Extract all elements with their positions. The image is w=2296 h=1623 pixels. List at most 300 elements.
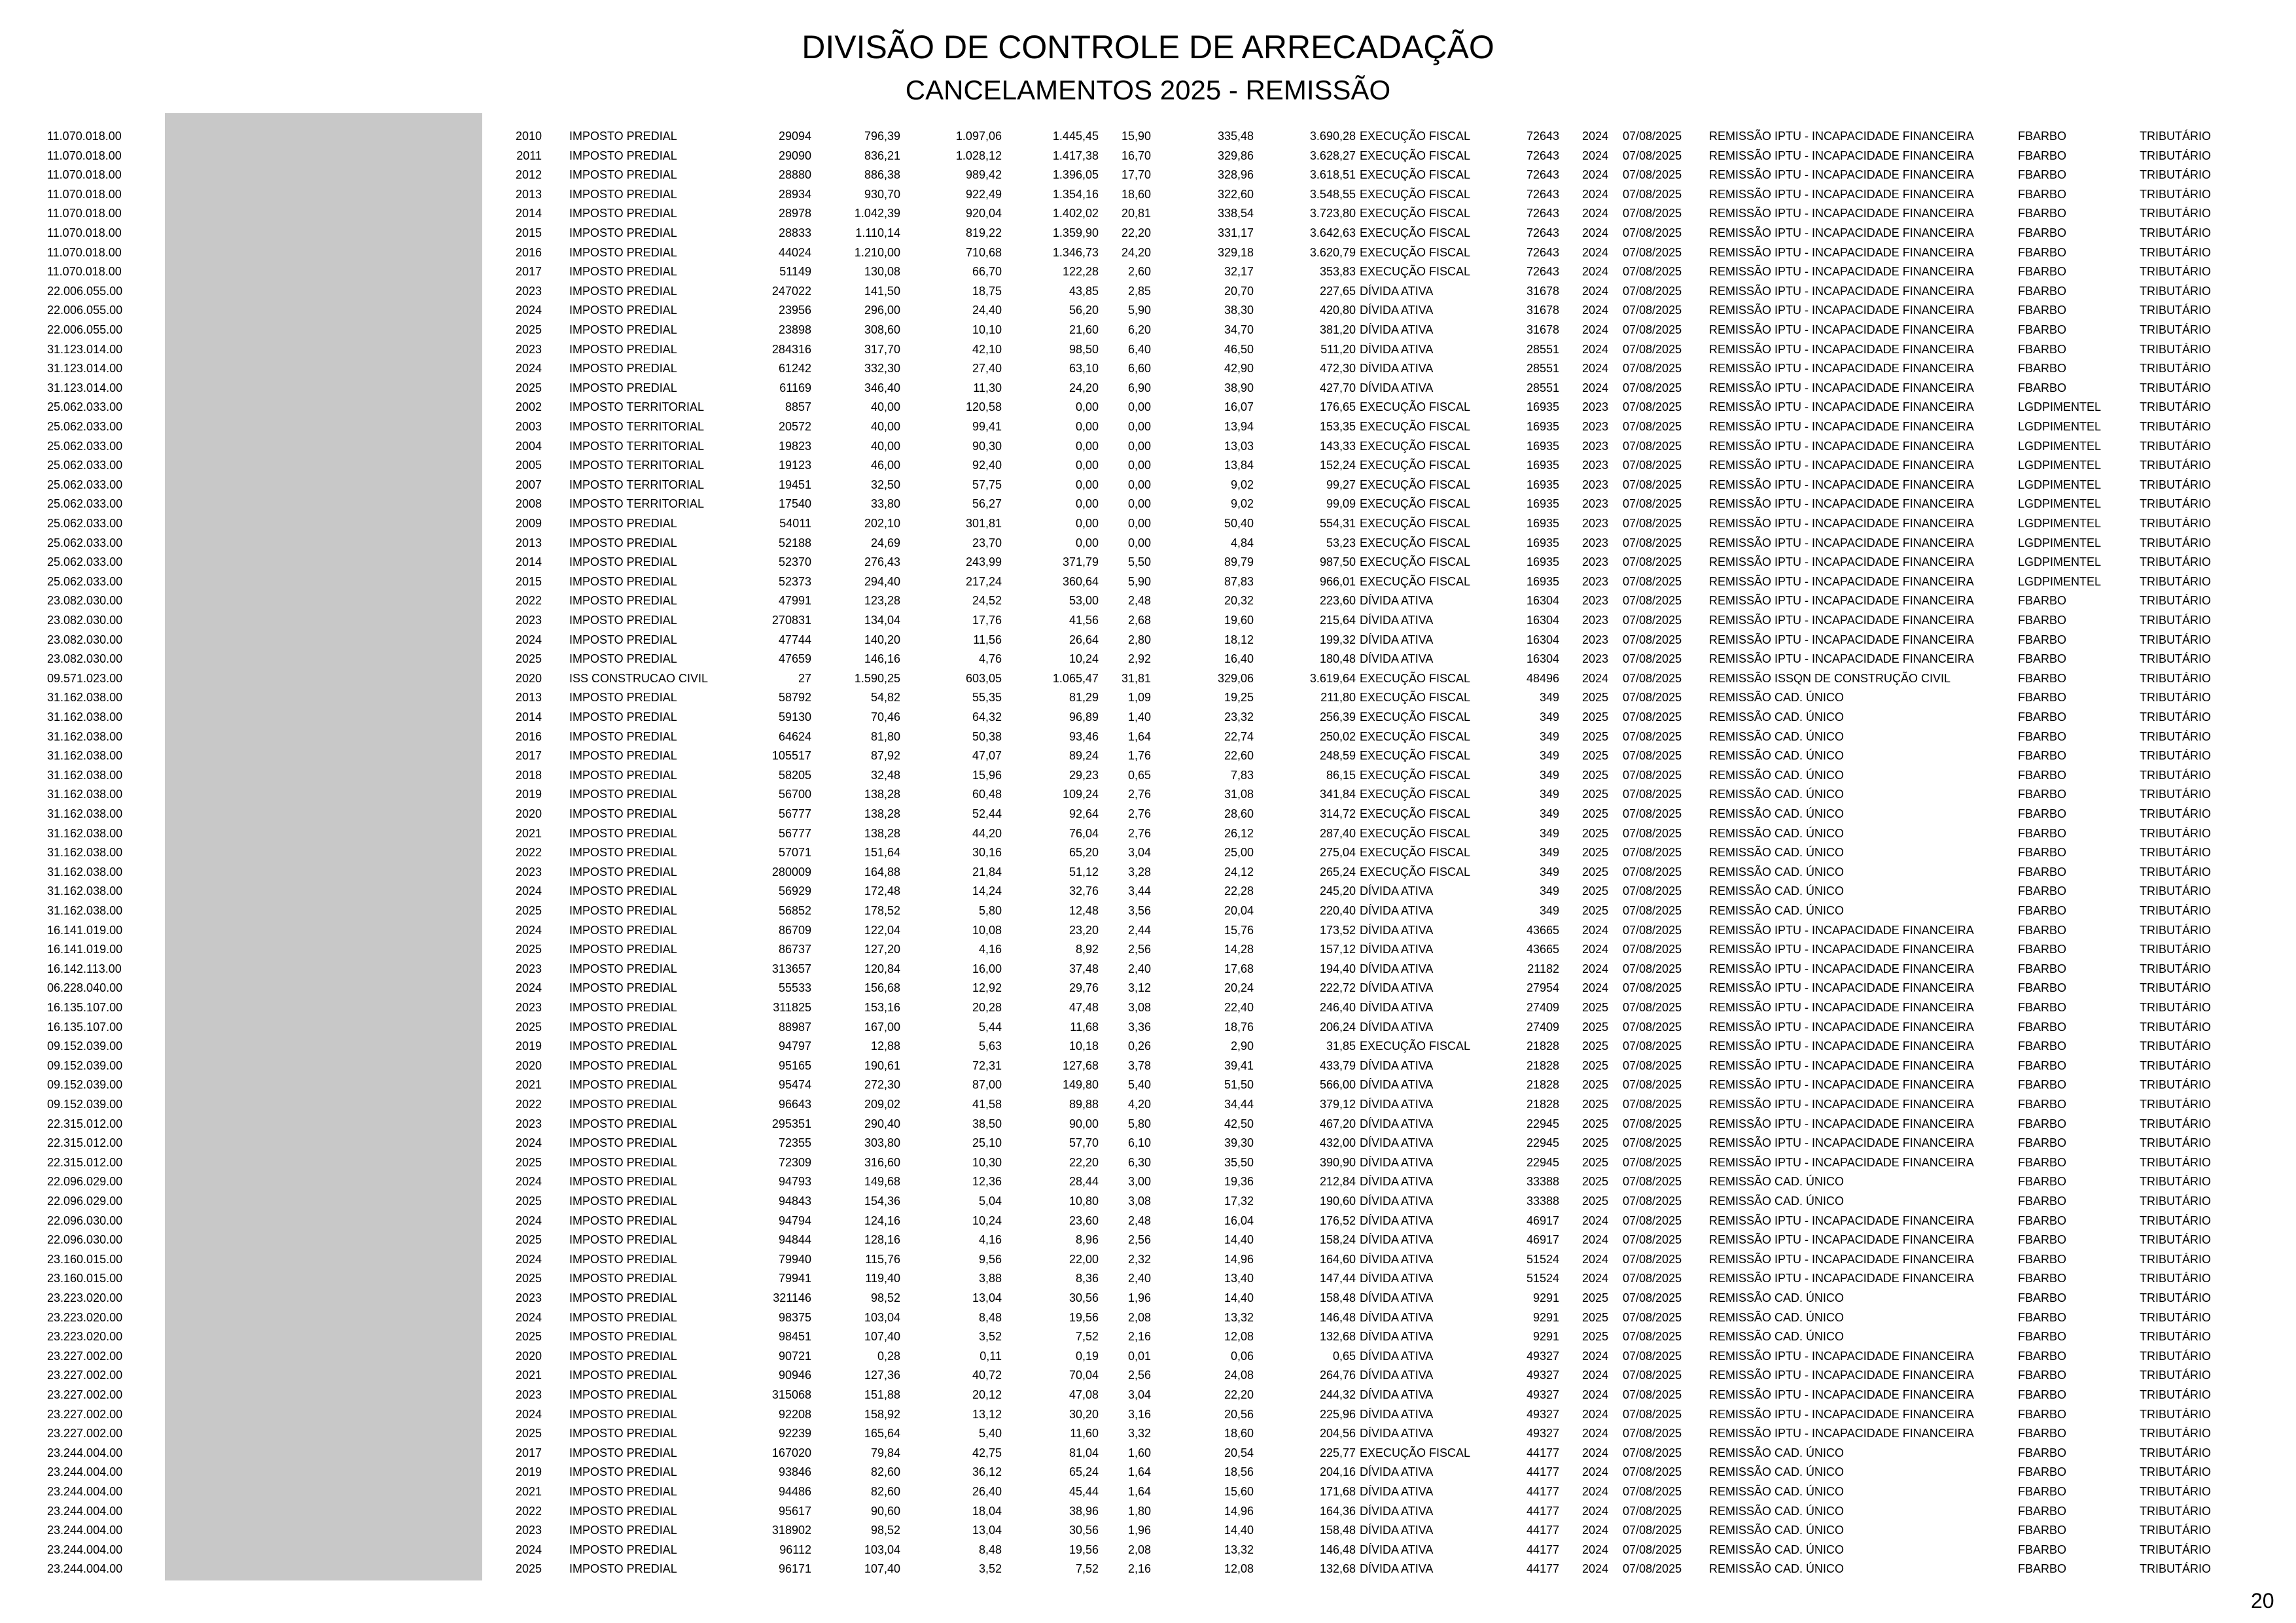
fine-cell: 29,23 [1069, 768, 1099, 782]
date-cell: 07/08/2025 [1623, 304, 1682, 317]
fine-cell: 96,89 [1069, 710, 1099, 724]
table-row [0, 650, 2296, 669]
tax-value-cell: 276,43 [864, 555, 900, 569]
launch-number-cell: 318902 [771, 1524, 811, 1537]
tax-type-cell: IMPOSTO PREDIAL [569, 1175, 677, 1189]
fine-cell: 371,79 [1062, 555, 1099, 569]
total-cell: 176,52 [1319, 1213, 1356, 1227]
fees-cell: 18,60 [1224, 1427, 1254, 1440]
inscription-cell: 25.062.033.00 [47, 439, 123, 453]
table-row [0, 708, 2296, 727]
launch-number-cell: 95617 [778, 1504, 811, 1518]
department-cell: TRIBUTÁRIO [2140, 807, 2212, 820]
date-cell: 07/08/2025 [1623, 478, 1682, 491]
fees-cell: 26,12 [1224, 826, 1254, 840]
interest-cell: 24,52 [972, 594, 1002, 608]
tax-type-cell: IMPOSTO PREDIAL [569, 1233, 677, 1247]
user-cell: FBARBO [2018, 1543, 2067, 1556]
fees-cell: 12,08 [1224, 1562, 1254, 1576]
user-cell: LGDPIMENTEL [2018, 400, 2102, 414]
process-year-cell: 2025 [1581, 1039, 1608, 1053]
date-cell: 07/08/2025 [1623, 652, 1682, 666]
process-year-cell: 2023 [1581, 478, 1608, 491]
inscription-cell: 22.315.012.00 [47, 1136, 123, 1150]
process-number-cell: 43665 [1526, 923, 1559, 937]
status-cell: DÍVIDA ATIVA [1360, 1562, 1434, 1576]
table-row [0, 1115, 2296, 1134]
inscription-cell: 23.227.002.00 [47, 1388, 123, 1401]
department-cell: TRIBUTÁRIO [2140, 245, 2212, 259]
inscription-cell: 22.315.012.00 [47, 1155, 123, 1169]
inscription-cell: 22.096.030.00 [47, 1213, 123, 1227]
process-number-cell: 21182 [1527, 962, 1559, 975]
correction-cell: 4,20 [1127, 1098, 1151, 1111]
fine-cell: 0,00 [1075, 439, 1099, 453]
process-year-cell: 2024 [1581, 265, 1608, 279]
correction-cell: 6,60 [1127, 362, 1151, 375]
user-cell: FBARBO [2018, 1446, 2067, 1459]
process-number-cell: 44177 [1526, 1465, 1559, 1479]
process-number-cell: 28551 [1526, 362, 1559, 375]
total-cell: 225,77 [1319, 1446, 1356, 1459]
year-cell: 2025 [515, 1195, 542, 1208]
interest-cell: 4,16 [978, 1233, 1002, 1247]
fees-cell: 20,56 [1224, 1407, 1254, 1421]
total-cell: 158,48 [1319, 1524, 1356, 1537]
total-cell: 467,20 [1319, 1117, 1356, 1130]
inscription-cell: 25.062.033.00 [47, 420, 123, 433]
department-cell: TRIBUTÁRIO [2140, 342, 2212, 356]
tax-value-cell: 122,04 [864, 923, 900, 937]
fees-cell: 38,30 [1224, 304, 1254, 317]
reason-cell: REMISSÃO CAD. ÚNICO [1709, 749, 1845, 763]
inscription-cell: 23.082.030.00 [47, 614, 123, 627]
date-cell: 07/08/2025 [1623, 459, 1682, 472]
tax-type-cell: IMPOSTO TERRITORIAL [569, 459, 705, 472]
total-cell: 256,39 [1319, 710, 1356, 724]
total-cell: 427,70 [1319, 381, 1356, 394]
user-cell: FBARBO [2018, 1195, 2067, 1208]
inscription-cell: 31.123.014.00 [47, 342, 123, 356]
fine-cell: 8,36 [1075, 1272, 1099, 1285]
year-cell: 2022 [515, 1098, 542, 1111]
interest-cell: 72,31 [972, 1058, 1002, 1072]
total-cell: 472,30 [1319, 362, 1356, 375]
correction-cell: 2,76 [1127, 826, 1151, 840]
total-cell: 3.619,64 [1309, 671, 1356, 685]
interest-cell: 12,92 [972, 981, 1002, 995]
date-cell: 07/08/2025 [1623, 1020, 1682, 1034]
date-cell: 07/08/2025 [1623, 749, 1682, 763]
tax-type-cell: IMPOSTO PREDIAL [569, 710, 677, 724]
tax-type-cell: IMPOSTO PREDIAL [569, 1001, 677, 1014]
date-cell: 07/08/2025 [1623, 1175, 1682, 1189]
year-cell: 2025 [515, 1020, 542, 1034]
tax-value-cell: 172,48 [864, 884, 900, 898]
inscription-cell: 23.160.015.00 [47, 1272, 123, 1285]
process-number-cell: 49327 [1526, 1388, 1559, 1401]
user-cell: FBARBO [2018, 226, 2067, 239]
interest-cell: 15,96 [972, 768, 1002, 782]
fees-cell: 22,60 [1224, 749, 1254, 763]
year-cell: 2019 [515, 1465, 542, 1479]
inscription-cell: 09.152.039.00 [47, 1058, 123, 1072]
tax-type-cell: IMPOSTO PREDIAL [569, 574, 677, 588]
process-number-cell: 349 [1539, 904, 1559, 917]
inscription-cell: 09.152.039.00 [47, 1078, 123, 1092]
interest-cell: 56,27 [972, 497, 1002, 511]
year-cell: 2021 [515, 1485, 542, 1498]
tax-type-cell: IMPOSTO PREDIAL [569, 362, 677, 375]
table-row [0, 359, 2296, 379]
table-row [0, 166, 2296, 185]
department-cell: TRIBUTÁRIO [2140, 691, 2212, 705]
process-year-cell: 2025 [1581, 1155, 1608, 1169]
tax-value-cell: 134,04 [864, 614, 900, 627]
status-cell: EXECUÇÃO FISCAL [1360, 130, 1471, 143]
process-year-cell: 2023 [1581, 652, 1608, 666]
inscription-cell: 25.062.033.00 [47, 497, 123, 511]
tax-type-cell: IMPOSTO PREDIAL [569, 1407, 677, 1421]
tax-value-cell: 332,30 [864, 362, 900, 375]
status-cell: DÍVIDA ATIVA [1360, 1195, 1434, 1208]
launch-number-cell: 29090 [778, 148, 811, 162]
fees-cell: 22,28 [1224, 884, 1254, 898]
reason-cell: REMISSÃO IPTU - INCAPACIDADE FINANCEIRA [1709, 652, 1974, 666]
department-cell: TRIBUTÁRIO [2140, 323, 2212, 336]
reason-cell: REMISSÃO CAD. ÚNICO [1709, 710, 1845, 724]
date-cell: 07/08/2025 [1623, 1058, 1682, 1072]
correction-cell: 15,90 [1121, 130, 1151, 143]
launch-number-cell: 56700 [778, 788, 811, 801]
process-number-cell: 22945 [1526, 1136, 1559, 1150]
tax-value-cell: 290,40 [864, 1117, 900, 1130]
reason-cell: REMISSÃO IPTU - INCAPACIDADE FINANCEIRA [1709, 400, 1974, 414]
department-cell: TRIBUTÁRIO [2140, 633, 2212, 646]
tax-type-cell: IMPOSTO PREDIAL [569, 1465, 677, 1479]
interest-cell: 922,49 [965, 187, 1002, 201]
user-cell: FBARBO [2018, 1039, 2067, 1053]
user-cell: FBARBO [2018, 691, 2067, 705]
launch-number-cell: 23956 [778, 304, 811, 317]
total-cell: 265,24 [1319, 865, 1356, 879]
table-row [0, 1463, 2296, 1482]
status-cell: DÍVIDA ATIVA [1360, 1427, 1434, 1440]
date-cell: 07/08/2025 [1623, 1136, 1682, 1150]
inscription-cell: 22.006.055.00 [47, 323, 123, 336]
fees-cell: 25,00 [1224, 846, 1254, 860]
launch-number-cell: 56852 [778, 904, 811, 917]
table-row [0, 1308, 2296, 1328]
launch-number-cell: 94794 [778, 1213, 811, 1227]
table-row [0, 631, 2296, 650]
status-cell: EXECUÇÃO FISCAL [1360, 400, 1471, 414]
process-number-cell: 349 [1539, 884, 1559, 898]
inscription-cell: 25.062.033.00 [47, 536, 123, 550]
correction-cell: 0,01 [1127, 1349, 1151, 1363]
inscription-cell: 25.062.033.00 [47, 478, 123, 491]
status-cell: DÍVIDA ATIVA [1360, 1485, 1434, 1498]
interest-cell: 920,04 [965, 207, 1002, 220]
inscription-cell: 16.135.107.00 [47, 1001, 123, 1014]
correction-cell: 2,76 [1127, 807, 1151, 820]
correction-cell: 1,40 [1127, 710, 1151, 724]
launch-number-cell: 280009 [771, 865, 811, 879]
total-cell: 250,02 [1319, 729, 1356, 743]
table-row [0, 379, 2296, 398]
status-cell: DÍVIDA ATIVA [1360, 904, 1434, 917]
table-row [0, 1444, 2296, 1463]
launch-number-cell: 56929 [778, 884, 811, 898]
tax-type-cell: IMPOSTO PREDIAL [569, 1310, 677, 1324]
total-cell: 53,23 [1326, 536, 1356, 550]
department-cell: TRIBUTÁRIO [2140, 1369, 2212, 1382]
launch-number-cell: 52373 [778, 574, 811, 588]
user-cell: FBARBO [2018, 614, 2067, 627]
interest-cell: 47,07 [972, 749, 1002, 763]
year-cell: 2005 [515, 459, 542, 472]
tax-type-cell: IMPOSTO PREDIAL [569, 148, 677, 162]
tax-value-cell: 209,02 [864, 1098, 900, 1111]
inscription-cell: 31.162.038.00 [47, 807, 123, 820]
table-row [0, 147, 2296, 166]
date-cell: 07/08/2025 [1623, 1427, 1682, 1440]
status-cell: DÍVIDA ATIVA [1360, 1388, 1434, 1401]
table-row [0, 514, 2296, 534]
process-year-cell: 2025 [1581, 865, 1608, 879]
date-cell: 07/08/2025 [1623, 671, 1682, 685]
total-cell: 176,65 [1319, 400, 1356, 414]
tax-value-cell: 46,00 [870, 459, 900, 472]
inscription-cell: 16.141.019.00 [47, 943, 123, 956]
year-cell: 2023 [515, 1001, 542, 1014]
date-cell: 07/08/2025 [1623, 633, 1682, 646]
correction-cell: 3,56 [1127, 904, 1151, 917]
inscription-cell: 31.162.038.00 [47, 691, 123, 705]
fine-cell: 98,50 [1069, 342, 1099, 356]
department-cell: TRIBUTÁRIO [2140, 420, 2212, 433]
process-year-cell: 2024 [1581, 1504, 1608, 1518]
user-cell: FBARBO [2018, 168, 2067, 182]
launch-number-cell: 315068 [771, 1388, 811, 1401]
status-cell: DÍVIDA ATIVA [1360, 1136, 1434, 1150]
fees-cell: 0,06 [1230, 1349, 1254, 1363]
interest-cell: 20,12 [972, 1388, 1002, 1401]
reason-cell: REMISSÃO IPTU - INCAPACIDADE FINANCEIRA [1709, 981, 1974, 995]
table-row [0, 785, 2296, 805]
correction-cell: 0,00 [1127, 400, 1151, 414]
process-year-cell: 2024 [1581, 1562, 1608, 1576]
correction-cell: 2,68 [1127, 614, 1151, 627]
interest-cell: 5,40 [978, 1427, 1002, 1440]
status-cell: EXECUÇÃO FISCAL [1360, 517, 1471, 530]
fine-cell: 0,00 [1075, 478, 1099, 491]
department-cell: TRIBUTÁRIO [2140, 652, 2212, 666]
user-cell: FBARBO [2018, 1233, 2067, 1247]
total-cell: 99,27 [1326, 478, 1356, 491]
correction-cell: 2,56 [1127, 943, 1151, 956]
interest-cell: 13,12 [972, 1407, 1002, 1421]
year-cell: 2025 [515, 652, 542, 666]
table-row [0, 282, 2296, 302]
reason-cell: REMISSÃO IPTU - INCAPACIDADE FINANCEIRA [1709, 1349, 1974, 1363]
fine-cell: 51,12 [1069, 865, 1099, 879]
department-cell: TRIBUTÁRIO [2140, 1330, 2212, 1344]
process-number-cell: 9291 [1532, 1330, 1559, 1344]
department-cell: TRIBUTÁRIO [2140, 749, 2212, 763]
interest-cell: 10,10 [972, 323, 1002, 336]
department-cell: TRIBUTÁRIO [2140, 207, 2212, 220]
date-cell: 07/08/2025 [1623, 1369, 1682, 1382]
reason-cell: REMISSÃO IPTU - INCAPACIDADE FINANCEIRA [1709, 130, 1974, 143]
tax-type-cell: IMPOSTO PREDIAL [569, 652, 677, 666]
user-cell: FBARBO [2018, 652, 2067, 666]
tax-value-cell: 127,20 [864, 943, 900, 956]
reason-cell: REMISSÃO CAD. ÚNICO [1709, 1175, 1845, 1189]
tax-value-cell: 1.590,25 [854, 671, 900, 685]
launch-number-cell: 58205 [778, 768, 811, 782]
date-cell: 07/08/2025 [1623, 420, 1682, 433]
fees-cell: 89,79 [1224, 555, 1254, 569]
year-cell: 2024 [515, 1407, 542, 1421]
status-cell: DÍVIDA ATIVA [1360, 1524, 1434, 1537]
inscription-cell: 11.070.018.00 [47, 168, 122, 182]
status-cell: EXECUÇÃO FISCAL [1360, 148, 1471, 162]
fine-cell: 45,44 [1069, 1485, 1099, 1498]
interest-cell: 989,42 [965, 168, 1002, 182]
date-cell: 07/08/2025 [1623, 130, 1682, 143]
correction-cell: 2,60 [1127, 265, 1151, 279]
correction-cell: 22,20 [1121, 226, 1151, 239]
launch-number-cell: 86709 [778, 923, 811, 937]
user-cell: FBARBO [2018, 710, 2067, 724]
reason-cell: REMISSÃO CAD. ÚNICO [1709, 768, 1845, 782]
user-cell: FBARBO [2018, 1562, 2067, 1576]
process-year-cell: 2024 [1581, 226, 1608, 239]
user-cell: FBARBO [2018, 1465, 2067, 1479]
launch-number-cell: 19451 [778, 478, 811, 491]
reason-cell: REMISSÃO CAD. ÚNICO [1709, 1195, 1845, 1208]
interest-cell: 11,56 [973, 633, 1002, 646]
tax-value-cell: 82,60 [870, 1465, 900, 1479]
status-cell: DÍVIDA ATIVA [1360, 1310, 1434, 1324]
total-cell: 220,40 [1319, 904, 1356, 917]
launch-number-cell: 313657 [771, 962, 811, 975]
reason-cell: REMISSÃO IPTU - INCAPACIDADE FINANCEIRA [1709, 497, 1974, 511]
status-cell: EXECUÇÃO FISCAL [1360, 788, 1471, 801]
correction-cell: 6,90 [1127, 381, 1151, 394]
total-cell: 180,48 [1319, 652, 1356, 666]
correction-cell: 2,48 [1127, 594, 1151, 608]
table-row [0, 1134, 2296, 1153]
department-cell: TRIBUTÁRIO [2140, 1485, 2212, 1498]
user-cell: FBARBO [2018, 1310, 2067, 1324]
inscription-cell: 31.162.038.00 [47, 768, 123, 782]
tax-type-cell: IMPOSTO PREDIAL [569, 1485, 677, 1498]
year-cell: 2013 [515, 536, 542, 550]
user-cell: FBARBO [2018, 1252, 2067, 1266]
tax-value-cell: 165,64 [864, 1427, 900, 1440]
launch-number-cell: 19123 [778, 459, 811, 472]
department-cell: TRIBUTÁRIO [2140, 362, 2212, 375]
launch-number-cell: 321146 [773, 1291, 811, 1304]
fine-cell: 11,60 [1070, 1427, 1099, 1440]
reason-cell: REMISSÃO CAD. ÚNICO [1709, 1524, 1845, 1537]
fees-cell: 322,60 [1217, 187, 1254, 201]
inscription-cell: 11.070.018.00 [47, 265, 122, 279]
reason-cell: REMISSÃO CAD. ÚNICO [1709, 1485, 1845, 1498]
tax-value-cell: 158,92 [864, 1407, 900, 1421]
year-cell: 2024 [515, 981, 542, 995]
fees-cell: 13,84 [1224, 459, 1254, 472]
correction-cell: 1,64 [1127, 1465, 1151, 1479]
department-cell: TRIBUTÁRIO [2140, 1001, 2212, 1014]
fine-cell: 12,48 [1069, 904, 1099, 917]
table-row [0, 204, 2296, 224]
date-cell: 07/08/2025 [1623, 497, 1682, 511]
process-year-cell: 2024 [1581, 1543, 1608, 1556]
process-year-cell: 2025 [1581, 768, 1608, 782]
inscription-cell: 23.244.004.00 [47, 1485, 123, 1498]
department-cell: TRIBUTÁRIO [2140, 594, 2212, 608]
fees-cell: 18,12 [1224, 633, 1254, 646]
user-cell: FBARBO [2018, 846, 2067, 860]
department-cell: TRIBUTÁRIO [2140, 381, 2212, 394]
fine-cell: 1.402,02 [1052, 207, 1099, 220]
total-cell: 99,09 [1326, 497, 1356, 511]
tax-value-cell: 0,28 [877, 1349, 900, 1363]
status-cell: EXECUÇÃO FISCAL [1360, 1039, 1471, 1053]
total-cell: 164,36 [1319, 1504, 1356, 1518]
table-row [0, 669, 2296, 689]
launch-number-cell: 94844 [778, 1233, 811, 1247]
status-cell: DÍVIDA ATIVA [1360, 633, 1434, 646]
fees-cell: 7,83 [1230, 768, 1254, 782]
process-number-cell: 16935 [1526, 478, 1559, 491]
fine-cell: 19,56 [1069, 1310, 1099, 1324]
process-number-cell: 46917 [1526, 1233, 1559, 1247]
date-cell: 07/08/2025 [1623, 1098, 1682, 1111]
date-cell: 07/08/2025 [1623, 1485, 1682, 1498]
total-cell: 341,84 [1319, 788, 1356, 801]
fees-cell: 24,12 [1224, 865, 1254, 879]
interest-cell: 25,10 [972, 1136, 1002, 1150]
department-cell: TRIBUTÁRIO [2140, 729, 2212, 743]
inscription-cell: 23.227.002.00 [47, 1407, 123, 1421]
process-year-cell: 2025 [1581, 1310, 1608, 1324]
tax-value-cell: 190,61 [864, 1058, 900, 1072]
correction-cell: 2,56 [1127, 1233, 1151, 1247]
launch-number-cell: 88987 [778, 1020, 811, 1034]
fine-cell: 7,52 [1075, 1330, 1099, 1344]
inscription-cell: 06.228.040.00 [47, 981, 123, 995]
process-number-cell: 72643 [1526, 265, 1559, 279]
process-year-cell: 2025 [1581, 1291, 1608, 1304]
user-cell: FBARBO [2018, 1330, 2067, 1344]
tax-type-cell: IMPOSTO PREDIAL [569, 130, 677, 143]
tax-type-cell: IMPOSTO TERRITORIAL [569, 400, 705, 414]
tax-value-cell: 103,04 [864, 1543, 900, 1556]
interest-cell: 87,00 [972, 1078, 1002, 1092]
reason-cell: REMISSÃO IPTU - INCAPACIDADE FINANCEIRA [1709, 342, 1974, 356]
tax-type-cell: IMPOSTO PREDIAL [569, 1136, 677, 1150]
launch-number-cell: 64624 [778, 729, 811, 743]
tax-type-cell: ISS CONSTRUCAO CIVIL [569, 671, 709, 685]
department-cell: TRIBUTÁRIO [2140, 1446, 2212, 1459]
correction-cell: 2,08 [1127, 1310, 1151, 1324]
status-cell: DÍVIDA ATIVA [1360, 304, 1434, 317]
tax-type-cell: IMPOSTO PREDIAL [569, 923, 677, 937]
